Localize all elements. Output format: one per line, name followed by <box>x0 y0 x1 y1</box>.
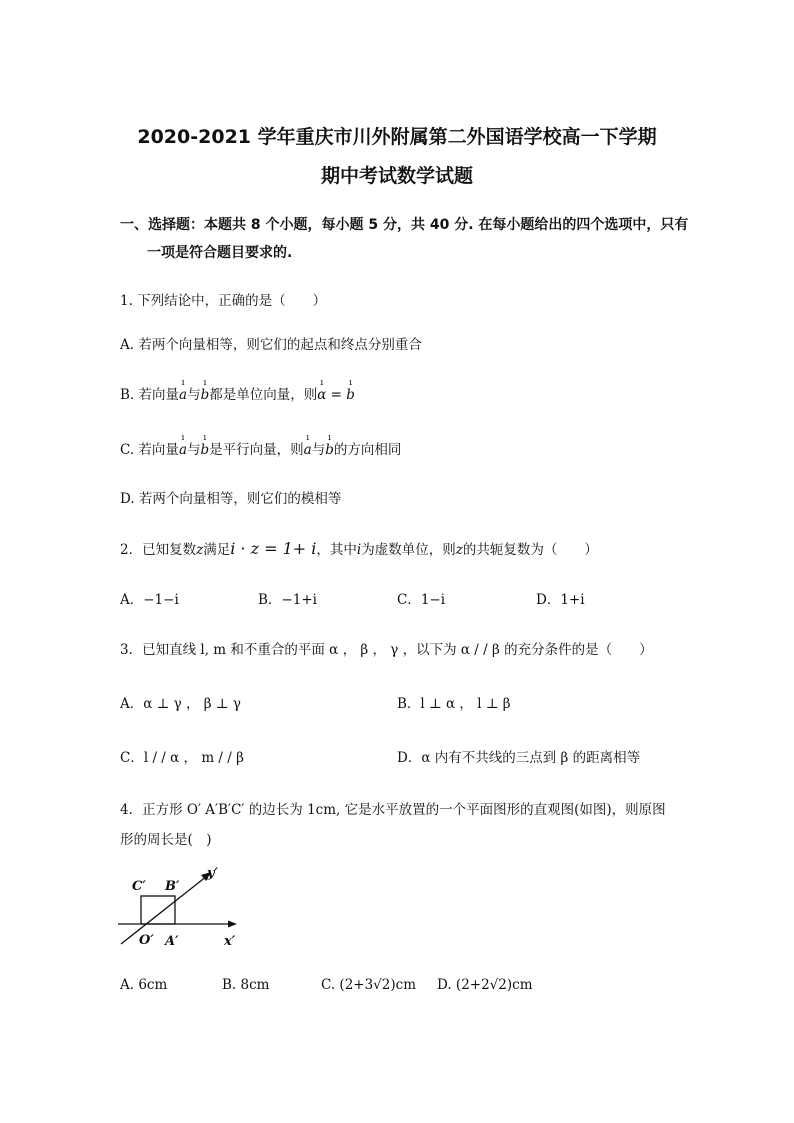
q4-option-b: B. 8cm <box>222 977 270 993</box>
q2-stem: 2．已知复数z满足i · z = 1+ i，其中i为虚数单位，则z的共轭复数为（ ） <box>120 539 598 558</box>
q3-option-b: B．l ⊥ α ， l ⊥ β <box>397 696 511 712</box>
q2-option-a: A．−1−i <box>120 592 179 608</box>
q3-stem: 3．已知直线 l, m 和不重合的平面 α ， β ， γ ，以下为 α / / β 的充分条件的是（ ） <box>120 642 653 658</box>
q4-option-d: D. (2+2√2)cm <box>437 977 533 993</box>
q2-option-c: C．1−i <box>397 592 446 608</box>
label-x: x′ <box>224 934 236 949</box>
title-line-1: 2020-2021 学年重庆市川外附属第二外国语学校高一下学期 <box>137 126 657 148</box>
q4-figure <box>115 858 245 953</box>
q4-option-c: C. (2+3√2)cm <box>321 977 417 993</box>
q1-option-c: C. 若向量 ı a与 ı b是平行向量，则 ı a与 ı b的方向相同 <box>120 433 402 458</box>
q3-option-c: C．l / / α ， m / / β <box>120 750 244 766</box>
q1-option-b: B. 若向量 ı a与 ı b都是单位向量，则 ı α = ı b <box>120 378 355 403</box>
q3-option-d: D．α 内有不共线的三点到 β 的距离相等 <box>397 750 641 766</box>
square-oabc <box>141 896 175 924</box>
q1-option-a: A. 若两个向量相等，则它们的起点和终点分别重合 <box>120 337 422 353</box>
label-y: y′ <box>207 866 218 881</box>
q2-option-b: B．−1+i <box>258 592 317 608</box>
q1-option-d: D. 若两个向量相等，则它们的模相等 <box>120 491 342 507</box>
q4-stem-line-2: 形的周长是( ) <box>120 832 212 848</box>
label-b: B′ <box>165 879 180 894</box>
x-axis-arrow <box>228 921 237 928</box>
section-1-line-2: 一项是符合题目要求的. <box>147 245 293 261</box>
q4-stem-line-1: 4．正方形 O′ A′B′C′ 的边长为 1cm, 它是水平放置的一个平面图形的直观图(如图)，则原图 <box>120 802 666 818</box>
label-o: O′ <box>139 933 154 948</box>
q4-option-a: A. 6cm <box>120 977 168 993</box>
section-1-line-1: 一、选择题：本题共 8 个小题，每小题 5 分，共 40 分. 在每小题给出的四个选项中，只有 <box>120 217 689 233</box>
q2-option-d: D．1+i <box>536 592 585 608</box>
label-c: C′ <box>132 879 146 894</box>
q3-option-a: A．α ⊥ γ ， β ⊥ γ <box>120 696 241 712</box>
label-a: A′ <box>165 934 179 949</box>
q1-stem: 1. 下列结论中，正确的是（ ） <box>120 293 327 309</box>
title-line-2: 期中考试数学试题 <box>320 165 473 187</box>
